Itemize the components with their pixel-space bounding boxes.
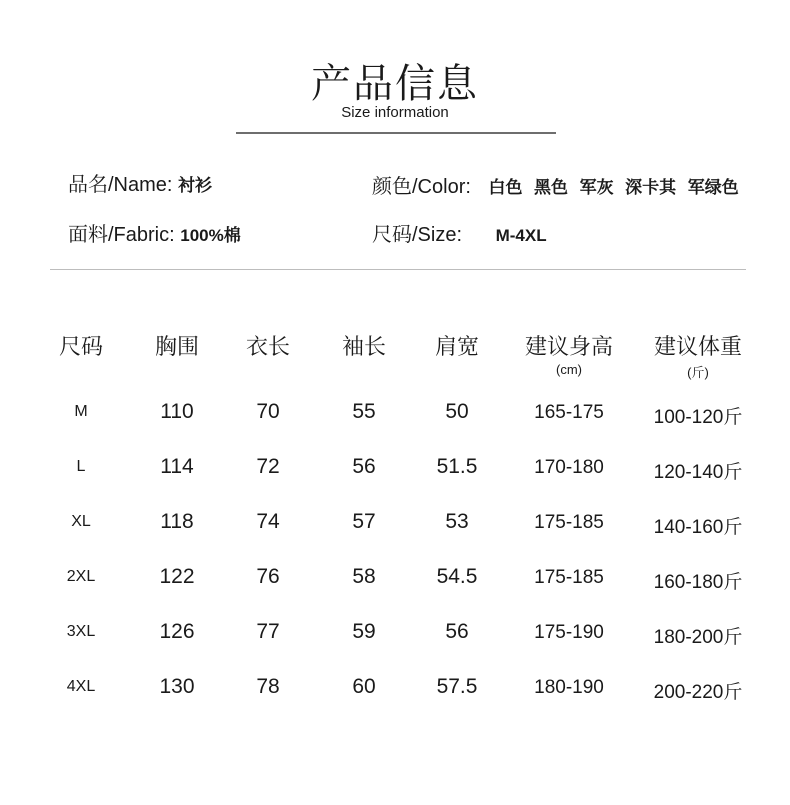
- size-label: 尺码/Size:: [372, 224, 463, 246]
- title-underline: [236, 132, 556, 134]
- section-divider: [50, 269, 746, 270]
- fabric-info: [68, 218, 241, 247]
- color-option: 黑色: [534, 178, 569, 197]
- cell-shoulder: 51.5: [436, 455, 478, 478]
- header-weight: 建议体重: [653, 334, 743, 359]
- header-height: 建议身高: [524, 334, 614, 359]
- cell-length: 78: [256, 675, 280, 698]
- cell-sleeve: 58: [352, 565, 376, 588]
- name-value: 衬衫: [178, 176, 213, 195]
- color-option: 军灰: [579, 178, 614, 197]
- cell-weight: 180-200斤: [653, 627, 743, 648]
- fabric-value: 100%棉: [180, 226, 241, 245]
- page-subtitle: Size information: [341, 104, 449, 121]
- cell-sleeve: 55: [352, 400, 376, 423]
- unit-weight: (斤): [687, 365, 709, 380]
- cell-shoulder: 54.5: [436, 565, 478, 588]
- cell-height: 175-190: [534, 622, 604, 643]
- cell-sleeve: 59: [352, 620, 376, 643]
- header-size: 尺码: [58, 334, 104, 359]
- cell-sleeve: 57: [352, 510, 376, 533]
- cell-length: 76: [256, 565, 280, 588]
- cell-sleeve: 56: [352, 455, 376, 478]
- cell-shoulder: 53: [445, 510, 469, 533]
- cell-weight: 120-140斤: [653, 462, 743, 483]
- cell-length: 77: [256, 620, 280, 643]
- color-option: 深卡其: [625, 178, 677, 197]
- cell-height: 170-180: [534, 457, 604, 478]
- cell-chest: 126: [159, 620, 195, 643]
- name-info: [68, 168, 212, 197]
- cell-size: 4XL: [66, 678, 96, 695]
- size-info: [372, 218, 547, 247]
- size-value: M-4XL: [495, 226, 547, 245]
- cell-size: XL: [71, 513, 91, 530]
- cell-weight: 200-220斤: [653, 682, 743, 703]
- cell-shoulder: 56: [445, 620, 469, 643]
- color-option: 军绿色: [687, 178, 739, 197]
- cell-size: M: [74, 403, 88, 420]
- header-length: 衣长: [245, 334, 291, 359]
- cell-weight: 140-160斤: [653, 517, 743, 538]
- cell-chest: 118: [160, 510, 194, 533]
- cell-size: L: [76, 458, 86, 475]
- cell-size: 3XL: [66, 623, 96, 640]
- cell-length: 70: [256, 400, 280, 423]
- header-chest: 胸围: [154, 334, 200, 359]
- cell-weight: 160-180斤: [653, 572, 743, 593]
- cell-chest: 130: [159, 675, 195, 698]
- cell-length: 72: [256, 455, 280, 478]
- cell-chest: 110: [160, 400, 194, 423]
- cell-size: 2XL: [66, 568, 96, 585]
- cell-height: 175-185: [534, 512, 604, 533]
- color-info: [372, 170, 745, 199]
- color-label: 颜色/Color:: [372, 176, 471, 198]
- header-sleeve: 袖长: [341, 334, 387, 359]
- fabric-label: 面料/Fabric:: [68, 224, 175, 246]
- name-label: 品名/Name:: [68, 174, 173, 196]
- page-title: 产品信息: [311, 62, 479, 106]
- header-shoulder: 肩宽: [434, 334, 480, 359]
- cell-weight: 100-120斤: [653, 407, 743, 428]
- cell-length: 74: [256, 510, 280, 533]
- unit-height: (cm): [556, 362, 582, 377]
- cell-height: 165-175: [534, 402, 604, 423]
- cell-chest: 122: [159, 565, 195, 588]
- cell-shoulder: 57.5: [436, 675, 478, 698]
- cell-chest: 114: [160, 455, 194, 478]
- color-option: 白色: [488, 178, 523, 197]
- cell-height: 175-185: [534, 567, 604, 588]
- cell-sleeve: 60: [352, 675, 376, 698]
- cell-shoulder: 50: [445, 400, 469, 423]
- cell-height: 180-190: [534, 677, 604, 698]
